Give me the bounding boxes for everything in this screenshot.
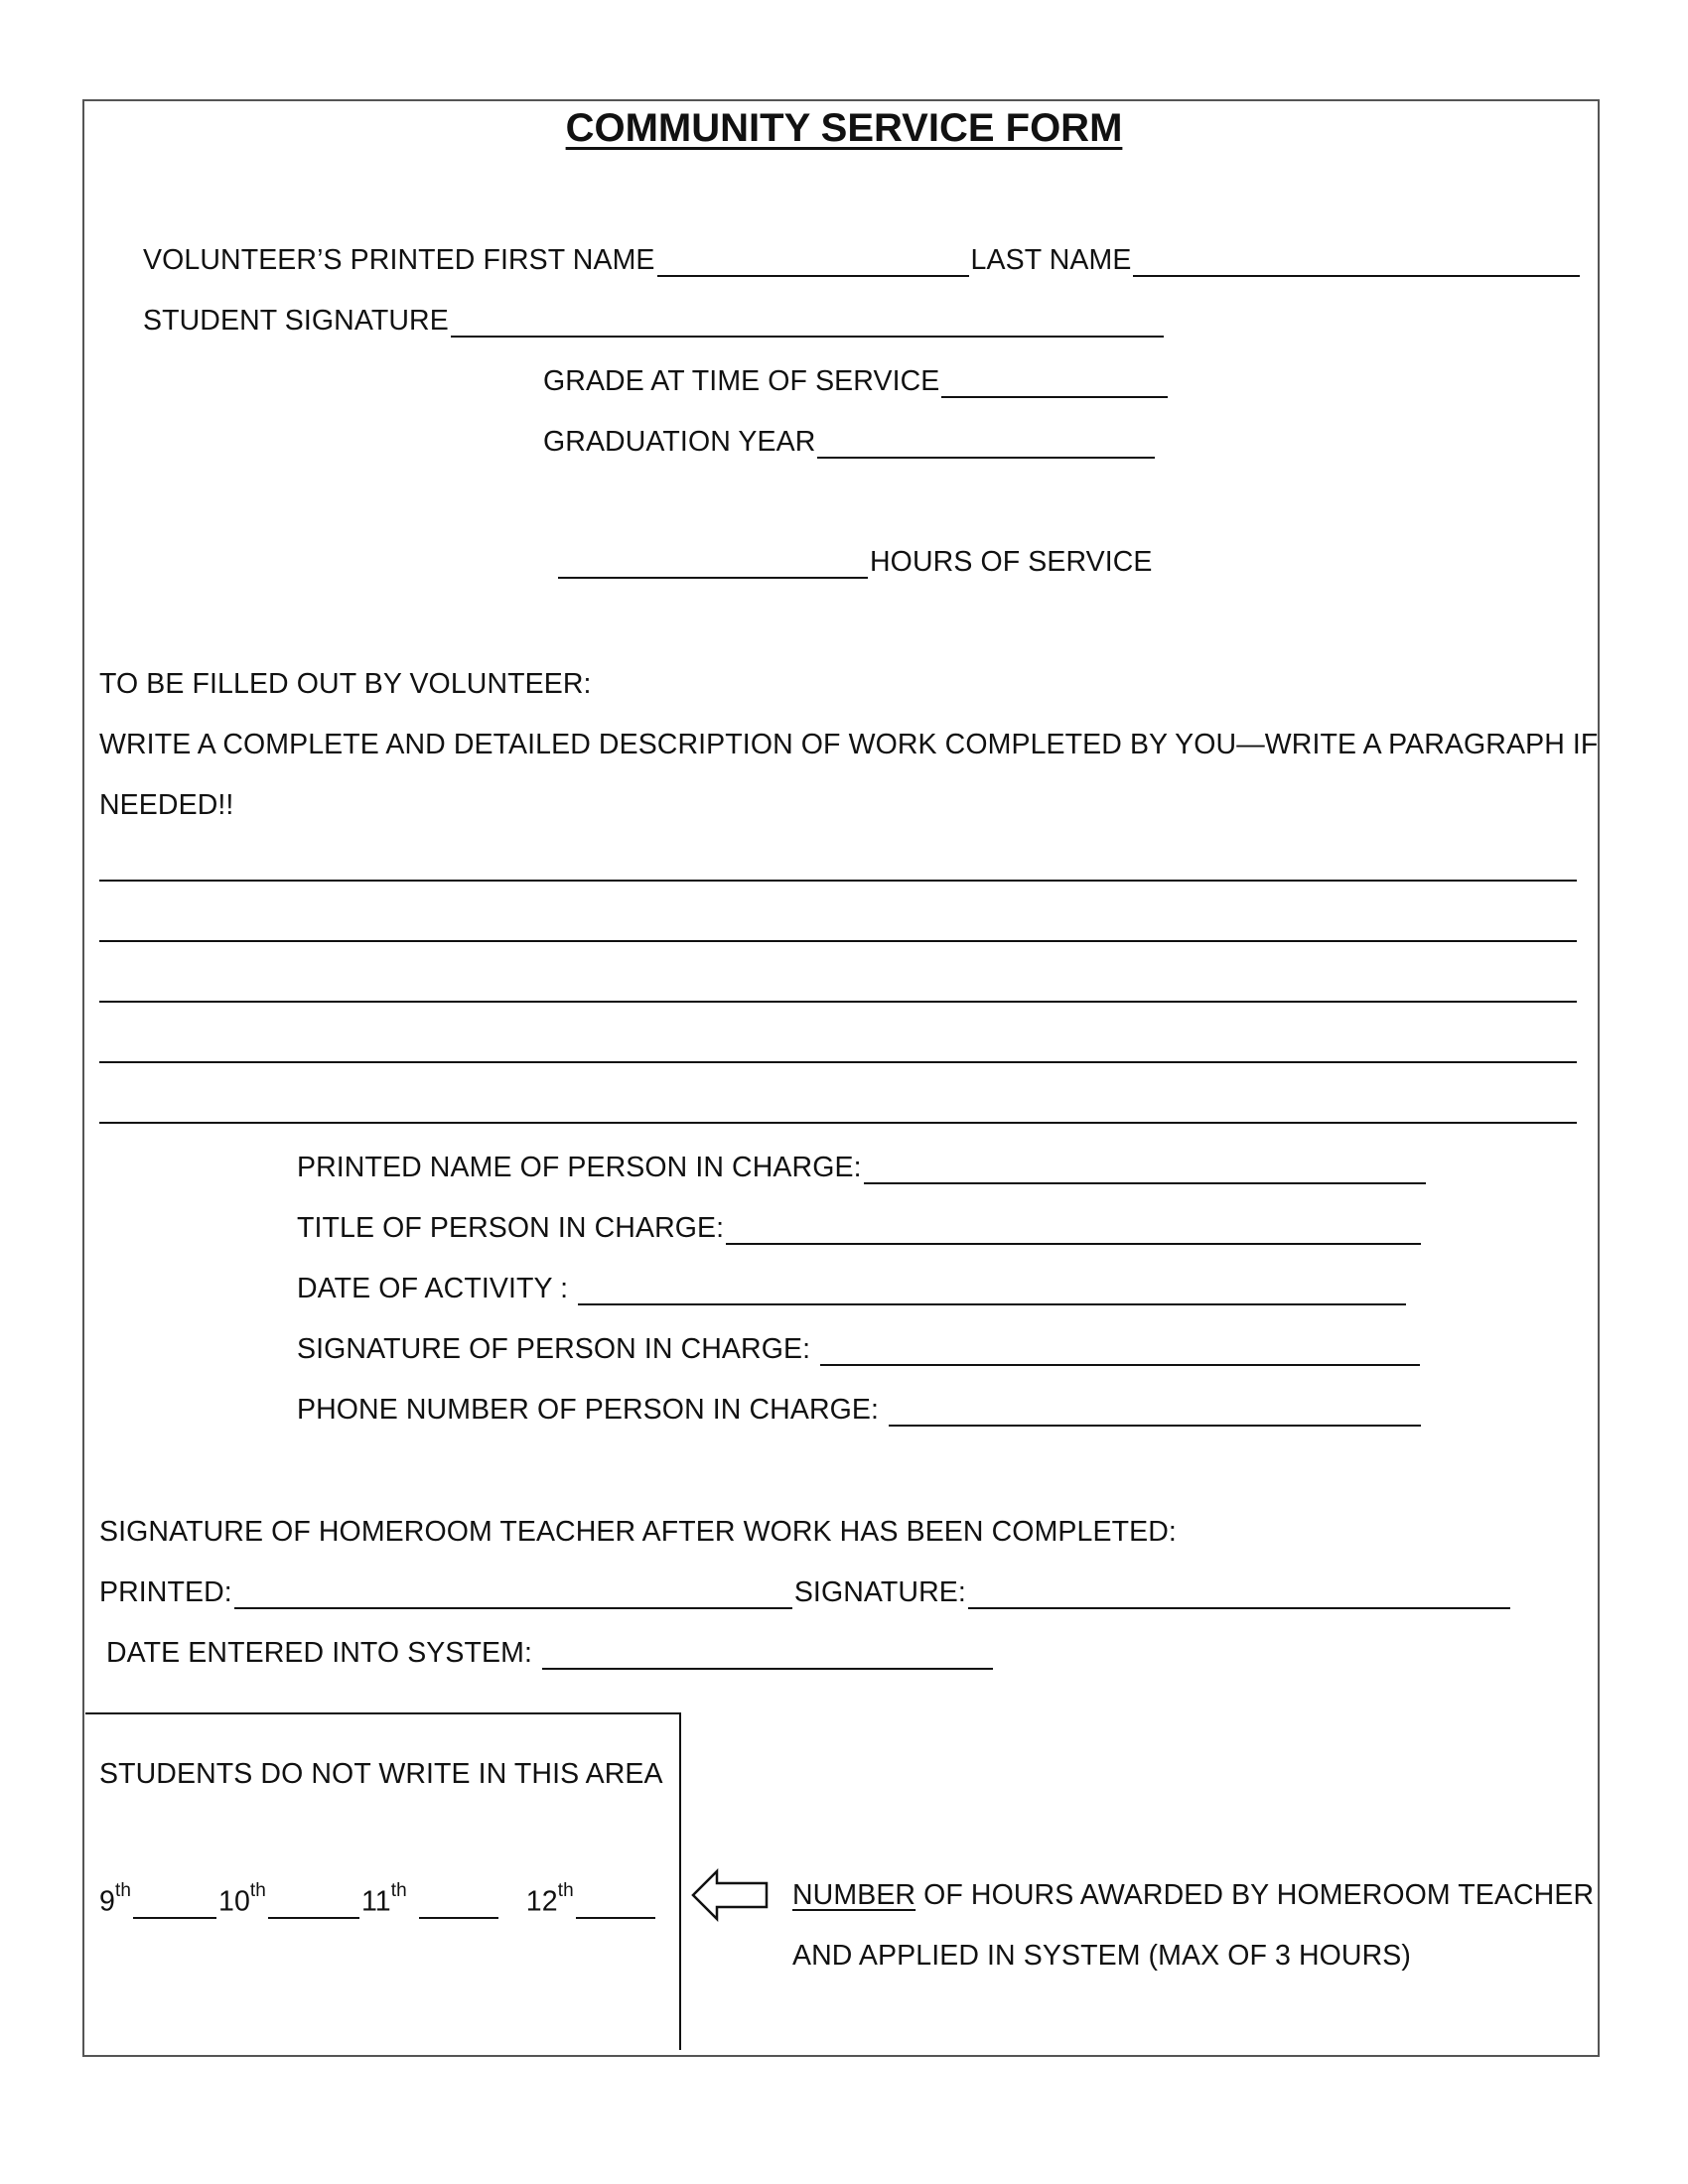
hours-of-service-label: HOURS OF SERVICE [870,546,1153,578]
first-name-field[interactable] [657,245,969,277]
student-signature-row [143,304,1166,338]
date-entered-label: DATE ENTERED INTO SYSTEM: [106,1637,532,1669]
last-name-field[interactable] [1133,245,1580,277]
pic-title-label: TITLE OF PERSON IN CHARGE: [297,1212,725,1244]
hours-awarded-note-number: NUMBER [792,1879,916,1911]
hours-awarded-note-cont: AND APPLIED IN SYSTEM (MAX OF 3 HOURS) [792,1940,1411,1972]
pic-signature-row [297,1332,1422,1366]
hours-of-service-row [556,545,1153,579]
student-signature-label: STUDENT SIGNATURE [143,305,449,337]
grade-9-field[interactable] [133,1909,216,1919]
pic-phone-row [297,1393,1423,1427]
description-instruction-cont: NEEDED!! [99,789,234,821]
volunteer-name-row [143,243,1582,277]
grade-row [543,364,1170,398]
grade-label: GRADE AT TIME OF SERVICE [543,365,940,397]
grade-10-label: 10th [218,1880,266,1918]
left-arrow-icon [691,1868,771,1922]
date-entered-field[interactable] [542,1638,993,1670]
grade-11-field[interactable] [419,1887,498,1919]
last-name-label: LAST NAME [970,244,1132,276]
pic-name-row [297,1151,1428,1184]
grade-10-field[interactable] [268,1909,359,1919]
grade-hours-row [99,1878,657,1919]
grade-9-label: 9th [99,1880,131,1918]
pic-title-row [297,1211,1423,1245]
pic-name-label: PRINTED NAME OF PERSON IN CHARGE: [297,1152,862,1183]
pic-phone-label: PHONE NUMBER OF PERSON IN CHARGE: [297,1394,880,1426]
pic-phone-field[interactable] [889,1395,1421,1427]
grade-12-field[interactable] [576,1887,655,1919]
pic-signature-field[interactable] [820,1334,1420,1366]
pic-signature-label: SIGNATURE OF PERSON IN CHARGE: [297,1333,811,1365]
grade-11-label: 11th [360,1880,407,1918]
description-line-5[interactable] [99,1122,1577,1124]
description-line-1[interactable] [99,880,1577,882]
activity-date-field[interactable] [578,1274,1406,1305]
homeroom-signature-field[interactable] [968,1577,1510,1609]
date-entered-row [106,1636,995,1670]
activity-date-row [297,1272,1408,1305]
form-title: COMMUNITY SERVICE FORM [565,106,1123,150]
student-signature-field[interactable] [451,306,1164,338]
homeroom-printed-field[interactable] [234,1577,792,1609]
grade-12-label: 12th [525,1880,574,1918]
homeroom-row [99,1575,1512,1609]
filled-by-volunteer-heading: TO BE FILLED OUT BY VOLUNTEER: [99,668,592,700]
pic-name-field[interactable] [864,1153,1426,1184]
office-area-heading: STUDENTS DO NOT WRITE IN THIS AREA [99,1758,663,1790]
homeroom-printed-label: PRINTED: [99,1576,232,1608]
office-box-top-border [85,1712,681,1714]
hours-of-service-field[interactable] [558,547,868,579]
first-name-label: VOLUNTEER’S PRINTED FIRST NAME [143,244,655,276]
hours-awarded-note: NUMBER OF HOURS AWARDED BY HOMEROOM TEACHER [792,1879,1595,1911]
description-instruction: WRITE A COMPLETE AND DETAILED DESCRIPTION OF WORK COMPLETED BY YOU—WRITE A PARAGRAPH IF [99,729,1599,760]
description-line-2[interactable] [99,940,1577,942]
homeroom-heading: SIGNATURE OF HOMEROOM TEACHER AFTER WORK HAS BEEN COMPLETED: [99,1516,1177,1548]
grade-field[interactable] [941,366,1168,398]
description-line-4[interactable] [99,1061,1577,1063]
office-box-divider [679,1712,681,2050]
graduation-year-row [543,425,1157,459]
description-line-3[interactable] [99,1001,1577,1003]
homeroom-signature-label: SIGNATURE: [793,1576,966,1608]
activity-date-label: DATE OF ACTIVITY : [297,1273,569,1304]
graduation-year-label: GRADUATION YEAR [543,426,816,458]
graduation-year-field[interactable] [817,427,1155,459]
pic-title-field[interactable] [726,1213,1421,1245]
